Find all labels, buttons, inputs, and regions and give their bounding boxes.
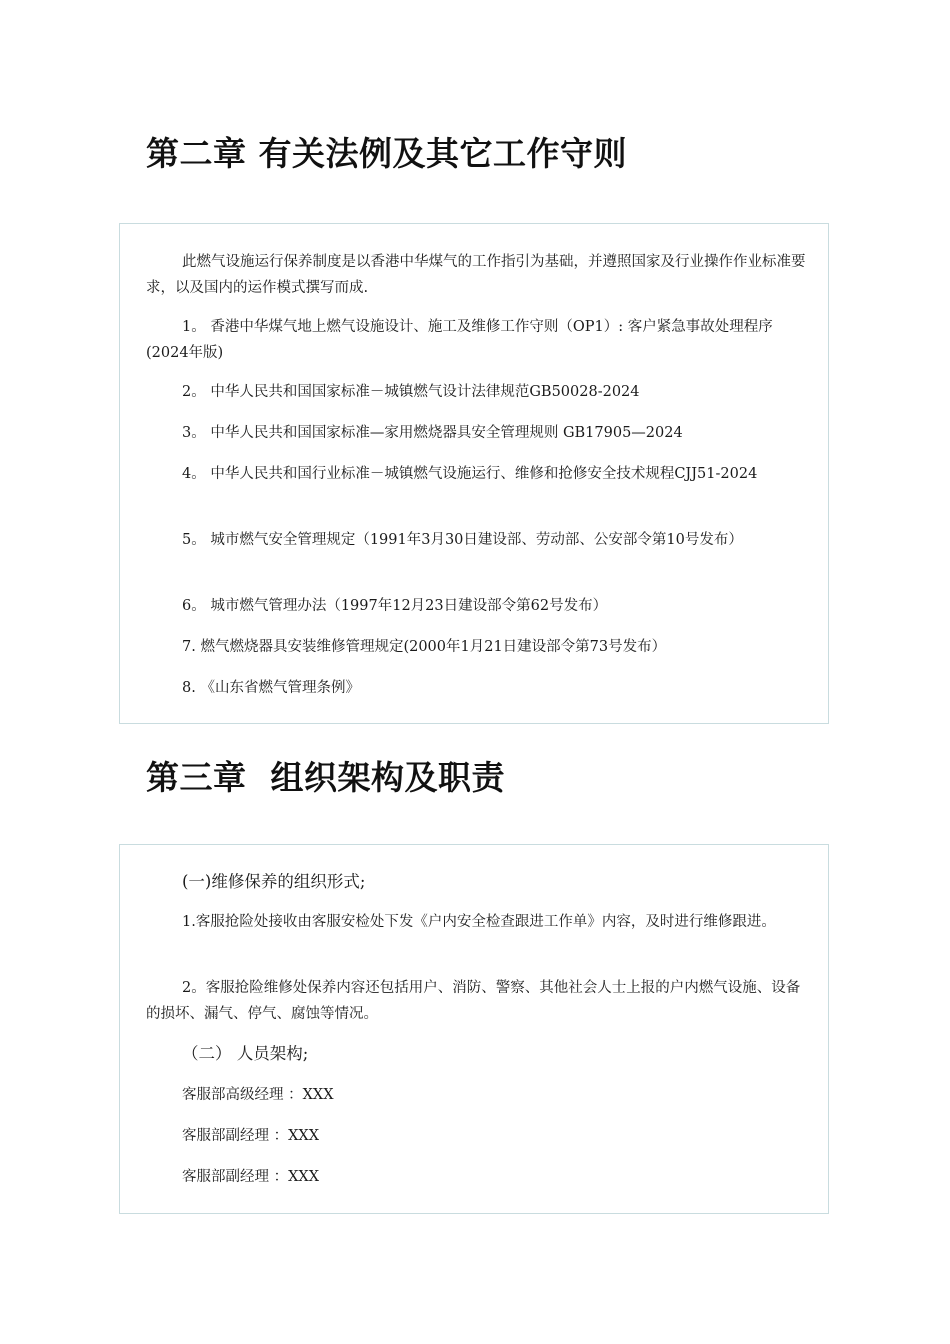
chapter-2-title: 第二章 有关法例及其它工作守则 [146,134,627,173]
section-1-heading: (一)维修保养的组织形式; [182,872,366,891]
regulation-item-8: 8. 《山东省燃气管理条例》 [182,680,360,696]
section-1-item-1: 1.客服抢险处接收由客服安检处下发《户内安全检查跟进工作单》内容，及时进行维修跟进。 [182,914,776,930]
regulation-item-4: 4。 中华人民共和国行业标准－城镇燃气设施运行、维修和抢修安全技术规程CJJ51-2024 [182,466,758,482]
section-2-heading: （二） 人员架构; [182,1044,309,1063]
staff-deputy-manager-2: 客服部副经理 ：XXX [182,1169,320,1185]
chapter-2-intro: 此燃气设施运行保养制度是以香港中华煤气的工作指引为基础，并遵照国家及行业操作作业标准要求，以及国内的运作模式撰写而成. [146,254,806,296]
staff-senior-manager: 客服部高级经理 ：XXX [182,1087,334,1103]
chapter-3-content-box [119,844,829,1214]
section-1-item-2: 2。客服抢险维修处保养内容还包括用户、消防、警察、其他社会人士上报的户内燃气设施、设备的损坏、漏气、停气、腐蚀等情况。 [146,980,801,1022]
regulation-item-1: 1。 香港中华煤气地上燃气设施设计、施工及维修工作守则（OP1）: 客户紧急事故处理程序(2024年版) [146,319,773,361]
chapter-2-content-box [119,223,829,724]
regulation-item-7: 7. 燃气燃烧器具安装维修管理规定(2000年1月21日建设部令第73号发布） [182,639,667,655]
regulation-item-2: 2。 中华人民共和国国家标准－城镇燃气设计法律规范GB50028-2024 [182,384,640,400]
regulation-item-5: 5。 城市燃气安全管理规定（1991年3月30日建设部、劳动部、公安部令第10号发布） [182,532,743,548]
regulation-item-6: 6。 城市燃气管理办法（1997年12月23日建设部令第62号发布） [182,598,608,614]
chapter-3-title: 第三章 组织架构及职责 [146,758,505,797]
regulation-item-3: 3。 中华人民共和国国家标准—家用燃烧器具安全管理规则 GB17905—2024 [182,425,683,441]
staff-deputy-manager-1: 客服部副经理 ：XXX [182,1128,320,1144]
